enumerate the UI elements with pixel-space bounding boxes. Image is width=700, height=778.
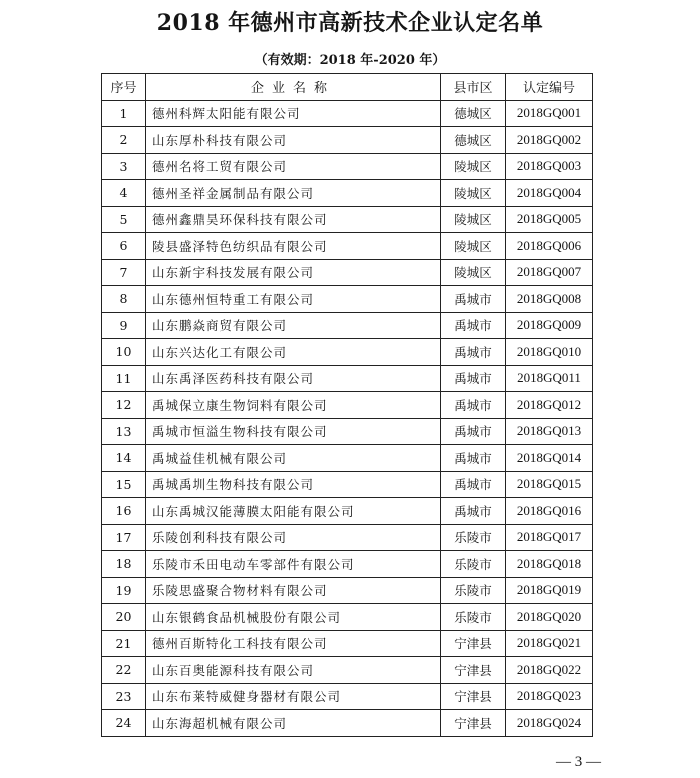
- enterprise-name-cell: 德州科辉太阳能有限公司: [146, 100, 441, 127]
- table-row: [102, 339, 593, 366]
- serial-number-cell: 10: [102, 339, 146, 366]
- serial-number-cell: 20: [102, 604, 146, 631]
- certification-code-cell: 2018GQ023: [506, 683, 593, 710]
- district-cell: 陵城区: [441, 180, 506, 207]
- enterprise-name-cell: 德州名将工贸有限公司: [146, 153, 441, 180]
- table-row: [102, 233, 593, 260]
- certification-code-cell: 2018GQ008: [506, 286, 593, 313]
- serial-number-cell: 6: [102, 233, 146, 260]
- table-row: [102, 604, 593, 631]
- district-cell: 陵城区: [441, 206, 506, 233]
- serial-number-cell: 18: [102, 551, 146, 578]
- certification-code-cell: 2018GQ019: [506, 577, 593, 604]
- certification-code-cell: 2018GQ012: [506, 392, 593, 419]
- district-cell: 宁津县: [441, 683, 506, 710]
- enterprise-name-cell: 山东银鹤食品机械股份有限公司: [146, 604, 441, 631]
- serial-number-cell: 4: [102, 180, 146, 207]
- certification-code-cell: 2018GQ022: [506, 657, 593, 684]
- table-row: [102, 286, 593, 313]
- serial-number-cell: 5: [102, 206, 146, 233]
- table-row: [102, 418, 593, 445]
- table-row: [102, 365, 593, 392]
- certification-code-cell: 2018GQ024: [506, 710, 593, 737]
- certification-code-cell: 2018GQ015: [506, 471, 593, 498]
- district-cell: 德城区: [441, 100, 506, 127]
- enterprise-name-cell: 乐陵思盛聚合物材料有限公司: [146, 577, 441, 604]
- enterprise-name-cell: 山东禹城汉能薄膜太阳能有限公司: [146, 498, 441, 525]
- district-cell: 禹城市: [441, 365, 506, 392]
- enterprise-name-cell: 山东鹏焱商贸有限公司: [146, 312, 441, 339]
- enterprise-table: [101, 73, 593, 737]
- enterprise-name-cell: 德州圣祥金属制品有限公司: [146, 180, 441, 207]
- enterprise-name-cell: 德州鑫鼎昊环保科技有限公司: [146, 206, 441, 233]
- table-row: [102, 445, 593, 472]
- district-cell: 禹城市: [441, 445, 506, 472]
- serial-number-cell: 1: [102, 100, 146, 127]
- certification-code-cell: 2018GQ005: [506, 206, 593, 233]
- district-cell: 乐陵市: [441, 604, 506, 631]
- table-header-row: [102, 74, 593, 101]
- serial-number-cell: 24: [102, 710, 146, 737]
- certification-code-cell: 2018GQ010: [506, 339, 593, 366]
- serial-number-cell: 14: [102, 445, 146, 472]
- serial-number-cell: 15: [102, 471, 146, 498]
- serial-number-cell: 22: [102, 657, 146, 684]
- table-row: [102, 577, 593, 604]
- certification-code-cell: 2018GQ009: [506, 312, 593, 339]
- serial-number-cell: 19: [102, 577, 146, 604]
- district-cell: 德城区: [441, 127, 506, 154]
- enterprise-name-cell: 山东百奥能源科技有限公司: [146, 657, 441, 684]
- district-cell: 乐陵市: [441, 524, 506, 551]
- enterprise-name-cell: 山东厚朴科技有限公司: [146, 127, 441, 154]
- table-row: [102, 100, 593, 127]
- certification-code-cell: 2018GQ016: [506, 498, 593, 525]
- table-row: [102, 683, 593, 710]
- certification-code-cell: 2018GQ011: [506, 365, 593, 392]
- district-cell: 陵城区: [441, 153, 506, 180]
- serial-number-cell: 21: [102, 630, 146, 657]
- enterprise-name-cell: 山东德州恒特重工有限公司: [146, 286, 441, 313]
- enterprise-name-cell: 乐陵创利科技有限公司: [146, 524, 441, 551]
- header-serial-number: 序号: [102, 74, 146, 101]
- header-district: 县市区: [441, 74, 506, 101]
- serial-number-cell: 13: [102, 418, 146, 445]
- enterprise-name-cell: 禹城益佳机械有限公司: [146, 445, 441, 472]
- certification-code-cell: 2018GQ002: [506, 127, 593, 154]
- serial-number-cell: 7: [102, 259, 146, 286]
- enterprise-name-cell: 禹城保立康生物饲料有限公司: [146, 392, 441, 419]
- table-row: [102, 471, 593, 498]
- serial-number-cell: 3: [102, 153, 146, 180]
- serial-number-cell: 11: [102, 365, 146, 392]
- table-row: [102, 392, 593, 419]
- serial-number-cell: 9: [102, 312, 146, 339]
- district-cell: 乐陵市: [441, 551, 506, 578]
- enterprise-name-cell: 禹城禹圳生物科技有限公司: [146, 471, 441, 498]
- table-row: [102, 630, 593, 657]
- validity-period: （有效期：2018 年-2020 年）: [254, 53, 446, 68]
- table-body: [102, 100, 593, 736]
- table-row: [102, 551, 593, 578]
- table-row: [102, 180, 593, 207]
- certification-code-cell: 2018GQ006: [506, 233, 593, 260]
- document-title: 2018 年德州市高新技术企业认定名单: [156, 10, 544, 36]
- district-cell: 陵城区: [441, 233, 506, 260]
- enterprise-name-cell: 乐陵市禾田电动车零部件有限公司: [146, 551, 441, 578]
- enterprise-name-cell: 山东新宇科技发展有限公司: [146, 259, 441, 286]
- district-cell: 禹城市: [441, 418, 506, 445]
- certification-code-cell: 2018GQ003: [506, 153, 593, 180]
- serial-number-cell: 8: [102, 286, 146, 313]
- certification-code-cell: 2018GQ001: [506, 100, 593, 127]
- district-cell: 宁津县: [441, 630, 506, 657]
- district-cell: 禹城市: [441, 286, 506, 313]
- enterprise-name-cell: 禹城市恒溢生物科技有限公司: [146, 418, 441, 445]
- enterprise-name-cell: 山东布莱特威健身器材有限公司: [146, 683, 441, 710]
- serial-number-cell: 16: [102, 498, 146, 525]
- district-cell: 禹城市: [441, 498, 506, 525]
- serial-number-cell: 2: [102, 127, 146, 154]
- enterprise-name-cell: 山东海超机械有限公司: [146, 710, 441, 737]
- district-cell: 禹城市: [441, 471, 506, 498]
- district-cell: 陵城区: [441, 259, 506, 286]
- header-enterprise-name: 企业名称: [146, 74, 441, 101]
- serial-number-cell: 17: [102, 524, 146, 551]
- serial-number-cell: 23: [102, 683, 146, 710]
- enterprise-name-cell: 山东禹泽医药科技有限公司: [146, 365, 441, 392]
- certification-code-cell: 2018GQ021: [506, 630, 593, 657]
- district-cell: 禹城市: [441, 392, 506, 419]
- table-row: [102, 153, 593, 180]
- enterprise-name-cell: 德州百斯特化工科技有限公司: [146, 630, 441, 657]
- certification-code-cell: 2018GQ007: [506, 259, 593, 286]
- certification-code-cell: 2018GQ013: [506, 418, 593, 445]
- table-row: [102, 127, 593, 154]
- table-row: [102, 657, 593, 684]
- district-cell: 禹城市: [441, 339, 506, 366]
- certification-code-cell: 2018GQ017: [506, 524, 593, 551]
- serial-number-cell: 12: [102, 392, 146, 419]
- table-row: [102, 710, 593, 737]
- table-row: [102, 206, 593, 233]
- enterprise-name-cell: 陵县盛泽特色纺织品有限公司: [146, 233, 441, 260]
- certification-code-cell: 2018GQ018: [506, 551, 593, 578]
- table-row: [102, 524, 593, 551]
- certification-code-cell: 2018GQ004: [506, 180, 593, 207]
- table-row: [102, 498, 593, 525]
- table-row: [102, 312, 593, 339]
- certification-code-cell: 2018GQ020: [506, 604, 593, 631]
- enterprise-name-cell: 山东兴达化工有限公司: [146, 339, 441, 366]
- district-cell: 乐陵市: [441, 577, 506, 604]
- district-cell: 宁津县: [441, 710, 506, 737]
- district-cell: 禹城市: [441, 312, 506, 339]
- page-number: — 3 —: [556, 754, 601, 770]
- table-row: [102, 259, 593, 286]
- district-cell: 宁津县: [441, 657, 506, 684]
- header-certification-code: 认定编号: [506, 74, 593, 101]
- certification-code-cell: 2018GQ014: [506, 445, 593, 472]
